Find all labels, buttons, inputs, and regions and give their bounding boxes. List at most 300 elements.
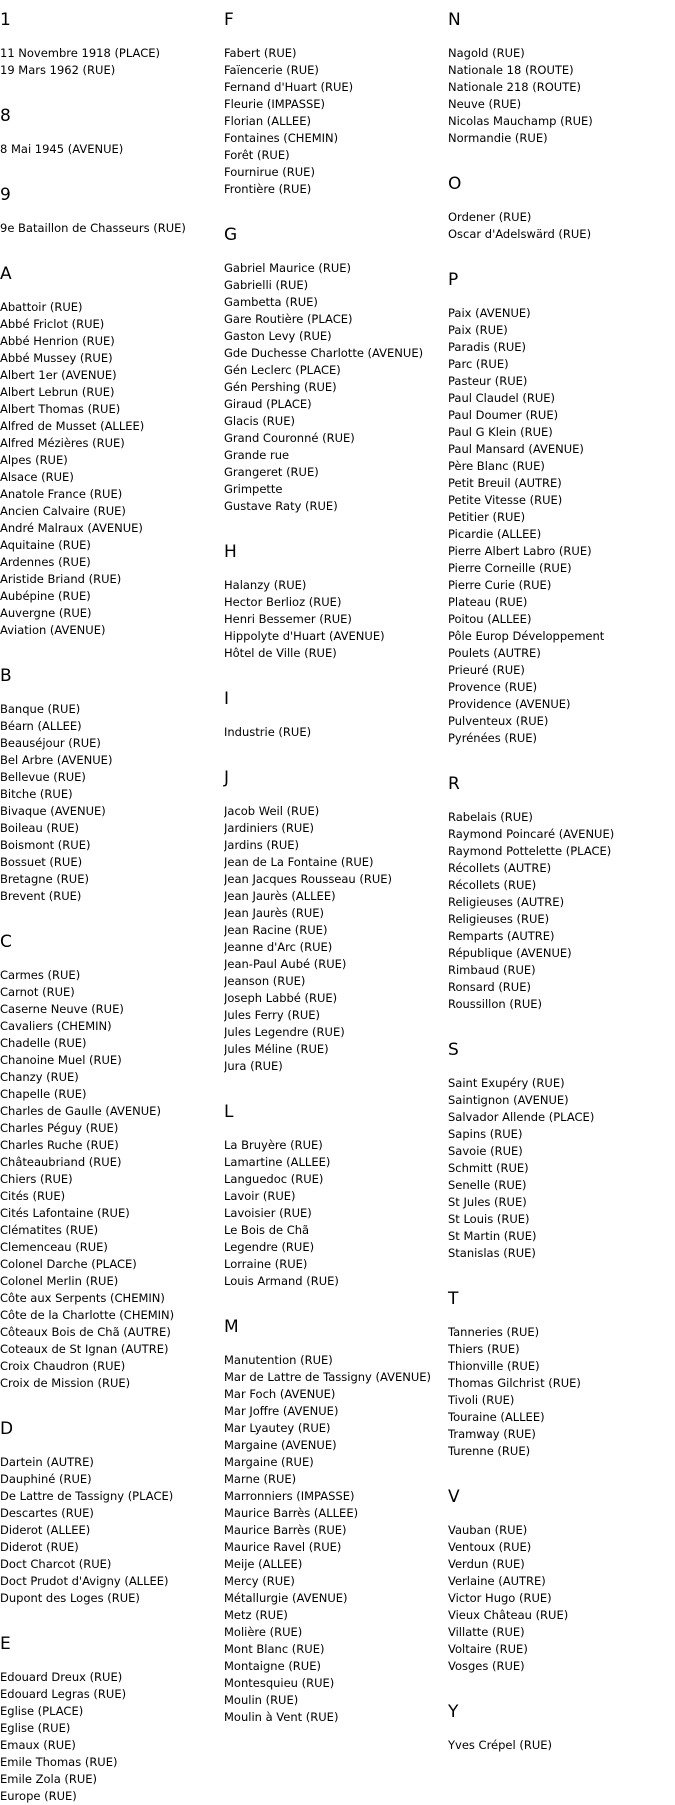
street-name: Neuve (RUE) [448, 97, 522, 111]
section-letter-heading: O [448, 174, 462, 194]
street-name: Paix (AVENUE) [448, 306, 531, 320]
street-name: St Louis (RUE) [448, 1212, 530, 1226]
street-name: Carnot (RUE) [0, 985, 75, 999]
street-name: Diderot (ALLEE) [0, 1523, 91, 1537]
street-name: Thomas Gilchrist (RUE) [448, 1376, 581, 1390]
street-name: Albert Thomas (RUE) [0, 402, 121, 416]
street-name: Lamartine (ALLEE) [224, 1155, 331, 1169]
street-name: Hippolyte d'Huart (AVENUE) [224, 629, 385, 643]
street-name: Auvergne (RUE) [0, 606, 92, 620]
street-name: Mercy (RUE) [224, 1574, 295, 1588]
street-list [224, 803, 449, 1075]
street-list [448, 1522, 673, 1675]
street-name: Maurice Barrès (RUE) [224, 1523, 347, 1537]
street-name: Ronsard (RUE) [448, 980, 531, 994]
street-name: Verdun (RUE) [448, 1557, 525, 1571]
street-name: 19 Mars 1962 (RUE) [0, 63, 116, 77]
street-name: Saintignon (AVENUE) [448, 1093, 569, 1107]
street-name: Carmes (RUE) [0, 968, 81, 982]
street-name: Senelle (RUE) [448, 1178, 527, 1192]
street-name: Florian (ALLEE) [224, 114, 311, 128]
street-name: Industrie (RUE) [224, 725, 312, 739]
street-name: La Bruyère (RUE) [224, 1138, 323, 1152]
street-name: Chapelle (RUE) [0, 1087, 87, 1101]
street-list [0, 701, 225, 905]
street-name: Gde Duchesse Charlotte (AVENUE) [224, 346, 424, 360]
street-name: Aquitaine (RUE) [0, 538, 91, 552]
street-name: Le Bois de Chã [224, 1223, 310, 1237]
letter-section [224, 225, 449, 542]
street-name: Petite Vitesse (RUE) [448, 493, 563, 507]
street-name: Cités Lafontaine (RUE) [0, 1206, 130, 1220]
street-name: Faïencerie (RUE) [224, 63, 319, 77]
street-name: Aubépine (RUE) [0, 589, 91, 603]
letter-section [0, 666, 225, 932]
street-name: Oscar d'Adelswärd (RUE) [448, 227, 592, 241]
street-name: Grimpette [224, 482, 283, 496]
street-name: St Martin (RUE) [448, 1229, 537, 1243]
street-name: Dauphiné (RUE) [0, 1472, 92, 1486]
street-name: Joseph Labbé (RUE) [224, 991, 338, 1005]
letter-section [0, 932, 225, 1419]
letter-section [224, 689, 449, 768]
street-name: André Malraux (AVENUE) [0, 521, 143, 535]
street-name: Jeanne d'Arc (RUE) [224, 940, 333, 954]
street-list [224, 577, 449, 662]
street-name: Forêt (RUE) [224, 148, 290, 162]
street-name: Emile Zola (RUE) [0, 1772, 98, 1786]
street-name: Jean-Paul Aubé (RUE) [224, 957, 347, 971]
street-name: Récollets (AUTRE) [448, 861, 552, 875]
index-column-1 [0, 10, 225, 1805]
letter-section [448, 1289, 673, 1487]
street-name: Turenne (RUE) [448, 1444, 531, 1458]
letter-section [0, 264, 225, 666]
street-name: Jean Jaurès (ALLEE) [224, 889, 336, 903]
street-list [224, 724, 449, 741]
street-name: Grande rue [224, 448, 290, 462]
letter-section [0, 10, 225, 106]
street-list [0, 1454, 225, 1607]
street-name: Fontaines (CHEMIN) [224, 131, 339, 145]
street-name: Anatole France (RUE) [0, 487, 123, 501]
street-name: Henri Bessemer (RUE) [224, 612, 352, 626]
section-spacer [448, 747, 673, 774]
street-name: Paul Mansard (AVENUE) [448, 442, 584, 456]
street-name: Louis Armand (RUE) [224, 1274, 339, 1288]
street-name: Ardennes (RUE) [0, 555, 91, 569]
street-name: St Jules (RUE) [448, 1195, 527, 1209]
street-name: Tivoli (RUE) [448, 1393, 515, 1407]
street-name: Vosges (RUE) [448, 1659, 525, 1673]
street-list [448, 1737, 673, 1754]
street-name: De Lattre de Tassigny (PLACE) [0, 1489, 174, 1503]
street-name: Moulin à Vent (RUE) [224, 1710, 339, 1724]
street-name: Tanneries (RUE) [448, 1325, 540, 1339]
street-name: Bretagne (RUE) [0, 872, 89, 886]
street-name: Meije (ALLEE) [224, 1557, 303, 1571]
section-spacer [0, 639, 225, 666]
street-name: Schmitt (RUE) [448, 1161, 529, 1175]
section-letter-heading: Y [448, 1702, 459, 1722]
street-name: Gabriel Maurice (RUE) [224, 261, 351, 275]
section-letter-heading: H [224, 542, 237, 562]
street-list [448, 209, 673, 243]
section-letter-heading: A [0, 264, 12, 284]
street-name: Diderot (RUE) [0, 1540, 79, 1554]
section-letter-heading: M [224, 1317, 239, 1337]
street-name: Plateau (RUE) [448, 595, 528, 609]
street-name: Charles de Gaulle (AVENUE) [0, 1104, 161, 1118]
street-name: Halanzy (RUE) [224, 578, 307, 592]
street-name: 8 Mai 1945 (AVENUE) [0, 142, 124, 156]
street-name: Paul Doumer (RUE) [448, 408, 559, 422]
section-letter-heading: I [224, 689, 230, 709]
street-name: Pulventeux (RUE) [448, 714, 549, 728]
street-name: Legendre (RUE) [224, 1240, 315, 1254]
street-name: Vauban (RUE) [448, 1523, 528, 1537]
street-name: Caserne Neuve (RUE) [0, 1002, 124, 1016]
street-list [0, 299, 225, 639]
street-list [448, 1075, 673, 1262]
letter-section [224, 1102, 449, 1317]
street-name: Bel Arbre (AVENUE) [0, 753, 113, 767]
section-spacer [448, 1262, 673, 1289]
street-name: Gustave Raty (RUE) [224, 499, 338, 513]
section-spacer [224, 741, 449, 768]
street-name: Raymond Poincaré (AVENUE) [448, 827, 615, 841]
street-name: Père Blanc (RUE) [448, 459, 545, 473]
section-letter-heading: 1 [0, 10, 11, 30]
street-list [0, 220, 225, 237]
street-name: Dupont des Loges (RUE) [0, 1591, 140, 1605]
street-name: Bivaque (AVENUE) [0, 804, 106, 818]
street-name: Abbé Mussey (RUE) [0, 351, 113, 365]
street-name: Rabelais (RUE) [448, 810, 533, 824]
street-name: Pierre Curie (RUE) [448, 578, 552, 592]
street-list [224, 260, 449, 515]
street-name: Salvador Allende (PLACE) [448, 1110, 595, 1124]
section-letter-heading: J [224, 768, 230, 788]
street-name: Châteaubriand (RUE) [0, 1155, 122, 1169]
street-name: Marronniers (IMPASSE) [224, 1489, 355, 1503]
street-list [448, 45, 673, 147]
street-list [224, 1352, 449, 1726]
street-name: Pasteur (RUE) [448, 374, 528, 388]
street-name: Thiers (RUE) [448, 1342, 520, 1356]
street-name: Paradis (RUE) [448, 340, 527, 354]
street-name: Jules Legendre (RUE) [224, 1025, 345, 1039]
street-name: Edouard Dreux (RUE) [0, 1670, 123, 1684]
street-name: Côteaux Bois de Chã (AUTRE) [0, 1325, 171, 1339]
section-spacer [224, 662, 449, 689]
street-name: Alfred de Musset (ALLEE) [0, 419, 145, 433]
street-name: Fournirue (RUE) [224, 165, 315, 179]
street-name: Victor Hugo (RUE) [448, 1591, 552, 1605]
street-name: Jacob Weil (RUE) [224, 804, 320, 818]
section-spacer [224, 198, 449, 225]
street-name: Cavaliers (CHEMIN) [0, 1019, 112, 1033]
street-name: 11 Novembre 1918 (PLACE) [0, 46, 160, 60]
street-name: Fleurie (IMPASSE) [224, 97, 326, 111]
street-name: Lavoir (RUE) [224, 1189, 296, 1203]
street-name: Jules Méline (RUE) [224, 1042, 329, 1056]
letter-section [224, 542, 449, 689]
street-name: Eglise (RUE) [0, 1721, 71, 1735]
street-name: Boismont (RUE) [0, 838, 91, 852]
street-name: Banque (RUE) [0, 702, 81, 716]
street-name: Mont Blanc (RUE) [224, 1642, 325, 1656]
street-name: Vieux Château (RUE) [448, 1608, 569, 1622]
street-name: Pôle Europ Développement [448, 629, 605, 643]
letter-section [0, 1634, 225, 1805]
street-list [0, 141, 225, 158]
section-letter-heading: B [0, 666, 12, 686]
street-name: Gare Routière (PLACE) [224, 312, 353, 326]
section-spacer [0, 1392, 225, 1419]
letter-section [224, 10, 449, 225]
section-letter-heading: T [448, 1289, 459, 1309]
street-name: Bitche (RUE) [0, 787, 73, 801]
street-name: Parc (RUE) [448, 357, 509, 371]
street-name: Paix (RUE) [448, 323, 508, 337]
street-name: Abbé Friclot (RUE) [0, 317, 105, 331]
section-spacer [0, 1607, 225, 1634]
street-name: Yves Crépel (RUE) [448, 1738, 553, 1752]
street-name: Religieuses (RUE) [448, 912, 550, 926]
street-name: Languedoc (RUE) [224, 1172, 324, 1186]
street-name: Provence (RUE) [448, 680, 538, 694]
street-name: Maurice Ravel (RUE) [224, 1540, 342, 1554]
letter-section [448, 1487, 673, 1702]
street-name: Pyrénées (RUE) [448, 731, 538, 745]
street-name: Normandie (RUE) [448, 131, 548, 145]
street-name: Brevent (RUE) [0, 889, 82, 903]
street-name: 9e Bataillon de Chasseurs (RUE) [0, 221, 186, 235]
letter-section [448, 1040, 673, 1289]
section-letter-heading: S [448, 1040, 459, 1060]
street-name: Verlaine (AUTRE) [448, 1574, 546, 1588]
street-name: Grangeret (RUE) [224, 465, 319, 479]
street-name: Mar Foch (AVENUE) [224, 1387, 336, 1401]
section-letter-heading: L [224, 1102, 234, 1122]
street-list [224, 45, 449, 198]
letter-section [224, 1317, 449, 1726]
letter-section [448, 10, 673, 174]
street-name: Coteaux de St Ignan (AUTRE) [0, 1342, 169, 1356]
street-name: Stanislas (RUE) [448, 1246, 536, 1260]
street-name: Doct Prudot d'Avigny (ALLEE) [0, 1574, 169, 1588]
street-name: Gabrielli (RUE) [224, 278, 309, 292]
street-name: Voltaire (RUE) [448, 1642, 528, 1656]
street-name: Grand Couronné (RUE) [224, 431, 355, 445]
street-name: Bossuet (RUE) [0, 855, 83, 869]
street-name: Clématites (RUE) [0, 1223, 99, 1237]
street-name: Moulin (RUE) [224, 1693, 299, 1707]
street-name: Savoie (RUE) [448, 1144, 523, 1158]
section-spacer [0, 158, 225, 185]
street-name: Récollets (RUE) [448, 878, 537, 892]
street-name: Albert 1er (AVENUE) [0, 368, 117, 382]
street-name: Croix Chaudron (RUE) [0, 1359, 126, 1373]
street-name: Alsace (RUE) [0, 470, 74, 484]
street-name: Margaine (RUE) [224, 1455, 314, 1469]
street-name: Côte de la Charlotte (CHEMIN) [0, 1308, 175, 1322]
street-name: Alpes (RUE) [0, 453, 68, 467]
street-name: Lavoisier (RUE) [224, 1206, 312, 1220]
street-name: Pierre Corneille (RUE) [448, 561, 572, 575]
street-name: Emaux (RUE) [0, 1738, 76, 1752]
section-spacer [448, 243, 673, 270]
letter-section [448, 774, 673, 1040]
street-name: Rimbaud (RUE) [448, 963, 536, 977]
street-name: Côte aux Serpents (CHEMIN) [0, 1291, 165, 1305]
section-letter-heading: 9 [0, 185, 11, 205]
street-name: Giraud (PLACE) [224, 397, 312, 411]
street-name: Eglise (PLACE) [0, 1704, 84, 1718]
street-name: Poulets (AUTRE) [448, 646, 541, 660]
street-name: Alfred Mézières (RUE) [0, 436, 125, 450]
street-name: Molière (RUE) [224, 1625, 303, 1639]
street-list [0, 1669, 225, 1805]
section-spacer [224, 515, 449, 542]
street-name: Nationale 18 (ROUTE) [448, 63, 574, 77]
street-name: Roussillon (RUE) [448, 997, 542, 1011]
street-name: Nagold (RUE) [448, 46, 525, 60]
street-name: Providence (AVENUE) [448, 697, 571, 711]
street-name: Mar Lyautey (RUE) [224, 1421, 331, 1435]
street-name: Jeanson (RUE) [224, 974, 306, 988]
street-name: Dartein (AUTRE) [0, 1455, 94, 1469]
street-name: Descartes (RUE) [0, 1506, 94, 1520]
letter-section [448, 270, 673, 774]
street-name: Tramway (RUE) [448, 1427, 536, 1441]
street-name: Paul G Klein (RUE) [448, 425, 553, 439]
street-name: Mar Joffre (AVENUE) [224, 1404, 339, 1418]
street-list [448, 809, 673, 1013]
street-name: Ordener (RUE) [448, 210, 532, 224]
street-name: Sapins (RUE) [448, 1127, 523, 1141]
street-name: Gaston Levy (RUE) [224, 329, 332, 343]
letter-section [448, 174, 673, 270]
street-name: Jura (RUE) [224, 1059, 283, 1073]
street-name: Jean de La Fontaine (RUE) [224, 855, 374, 869]
section-letter-heading: N [448, 10, 461, 30]
section-letter-heading: F [224, 10, 234, 30]
section-spacer [0, 237, 225, 264]
street-name: Aristide Briand (RUE) [0, 572, 122, 586]
street-name: Raymond Pottelette (PLACE) [448, 844, 612, 858]
section-spacer [224, 1290, 449, 1317]
street-name: Jean Jacques Rousseau (RUE) [224, 872, 393, 886]
street-name: Aviation (AVENUE) [0, 623, 106, 637]
street-name: Ventoux (RUE) [448, 1540, 532, 1554]
section-letter-heading: C [0, 932, 12, 952]
street-name: Doct Charcot (RUE) [0, 1557, 112, 1571]
street-name: Charles Ruche (RUE) [0, 1138, 119, 1152]
street-name: Métallurgie (AVENUE) [224, 1591, 348, 1605]
street-name: Nicolas Mauchamp (RUE) [448, 114, 593, 128]
street-name: Mar de Lattre de Tassigny (AVENUE) [224, 1370, 432, 1384]
street-name: Fabert (RUE) [224, 46, 297, 60]
street-name: Prieuré (RUE) [448, 663, 525, 677]
street-name: Colonel Darche (PLACE) [0, 1257, 137, 1271]
letter-section [0, 1419, 225, 1634]
street-name: Clemenceau (RUE) [0, 1240, 108, 1254]
street-name: Abattoir (RUE) [0, 300, 83, 314]
street-name: Thionville (RUE) [448, 1359, 540, 1373]
street-name: Bellevue (RUE) [0, 770, 86, 784]
index-column-2 [224, 10, 449, 1726]
street-name: Hector Berlioz (RUE) [224, 595, 342, 609]
street-list [448, 305, 673, 747]
street-name: Chanoine Muel (RUE) [0, 1053, 122, 1067]
street-name: Metz (RUE) [224, 1608, 288, 1622]
street-name: Hôtel de Ville (RUE) [224, 646, 337, 660]
section-spacer [224, 1075, 449, 1102]
street-name: Remparts (AUTRE) [448, 929, 555, 943]
street-name: République (AVENUE) [448, 946, 572, 960]
street-name: Chadelle (RUE) [0, 1036, 87, 1050]
street-name: Jardins (RUE) [224, 838, 300, 852]
street-name: Nationale 218 (ROUTE) [448, 80, 581, 94]
section-letter-heading: G [224, 225, 238, 245]
street-name: Edouard Legras (RUE) [0, 1687, 127, 1701]
street-name: Paul Claudel (RUE) [448, 391, 556, 405]
street-name: Cités (RUE) [0, 1189, 66, 1203]
street-name: Touraine (ALLEE) [448, 1410, 545, 1424]
street-name: Jean Jaurès (RUE) [224, 906, 325, 920]
street-list [224, 1137, 449, 1290]
street-name: Chiers (RUE) [0, 1172, 73, 1186]
street-name: Ancien Calvaire (RUE) [0, 504, 126, 518]
street-name: Charles Péguy (RUE) [0, 1121, 119, 1135]
street-name: Glacis (RUE) [224, 414, 295, 428]
street-name: Jean Racine (RUE) [224, 923, 328, 937]
letter-section [0, 106, 225, 185]
section-spacer [448, 1460, 673, 1487]
index-column-3 [448, 10, 673, 1754]
street-name: Béarn (ALLEE) [0, 719, 82, 733]
section-spacer [0, 905, 225, 932]
street-name: Montesquieu (RUE) [224, 1676, 335, 1690]
street-name: Manutention (RUE) [224, 1353, 333, 1367]
section-letter-heading: V [448, 1487, 460, 1507]
section-letter-heading: 8 [0, 106, 11, 126]
section-spacer [448, 147, 673, 174]
section-spacer [448, 1013, 673, 1040]
street-list [448, 1324, 673, 1460]
street-name: Petit Breuil (AUTRE) [448, 476, 562, 490]
street-name: Abbé Henrion (RUE) [0, 334, 115, 348]
street-name: Pierre Albert Labro (RUE) [448, 544, 592, 558]
street-name: Villatte (RUE) [448, 1625, 525, 1639]
letter-section [224, 768, 449, 1102]
street-name: Frontière (RUE) [224, 182, 312, 196]
street-name: Gambetta (RUE) [224, 295, 318, 309]
street-name: Jules Ferry (RUE) [224, 1008, 321, 1022]
letter-section [448, 1702, 673, 1754]
street-name: Gén Leclerc (PLACE) [224, 363, 341, 377]
section-spacer [0, 79, 225, 106]
street-name: Marne (RUE) [224, 1472, 297, 1486]
street-list [0, 45, 225, 79]
street-name: Chanzy (RUE) [0, 1070, 79, 1084]
letter-section [0, 185, 225, 264]
section-letter-heading: P [448, 270, 459, 290]
street-name: Picardie (ALLEE) [448, 527, 542, 541]
street-name: Europe (RUE) [0, 1789, 77, 1803]
